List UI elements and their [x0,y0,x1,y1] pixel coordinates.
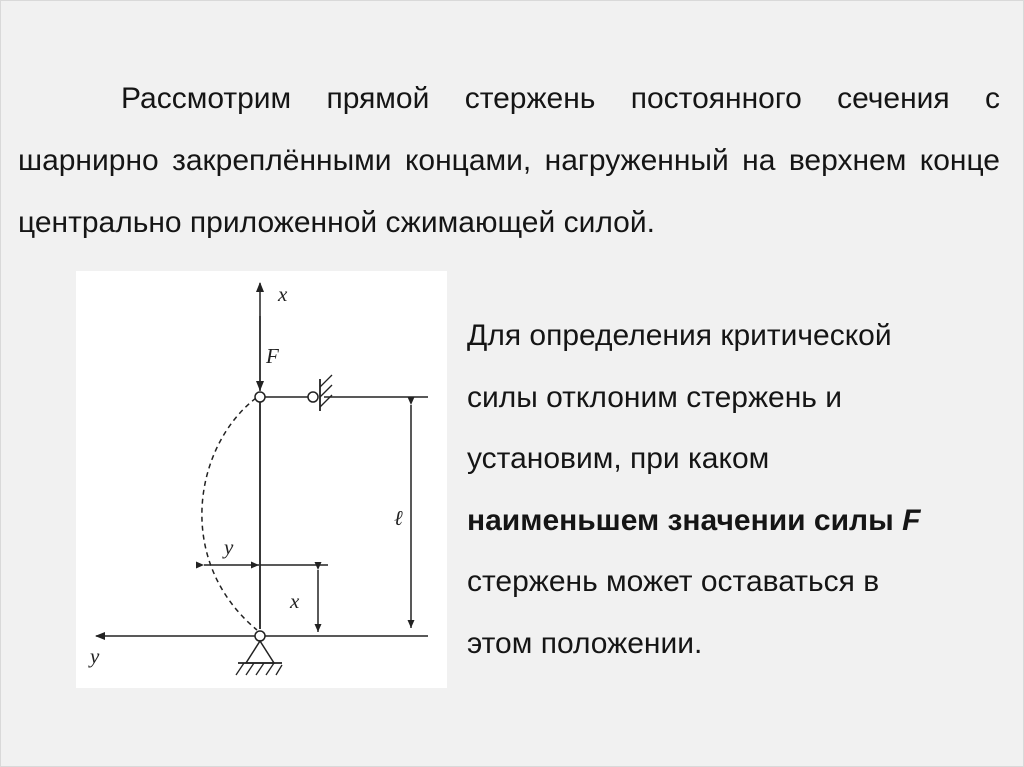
explanation-line-6: этом положении. [467,626,703,660]
deflection-label: y [224,535,234,559]
x-axis-label: x [278,282,288,306]
diagram-svg [76,271,447,688]
top-pin [255,392,265,402]
force-variable: F [902,503,921,537]
explanation-line-3: установим, при каком [467,442,770,475]
bottom-pin [255,631,265,641]
explanation-line-1: Для определения критической [467,319,892,352]
position-label: x [290,589,300,613]
roller-wall-hatch [320,375,332,407]
explanation-line-4 [467,490,987,552]
force-label: F [266,344,279,368]
bottom-support-hatch [236,663,282,675]
explanation-paragraph [467,305,987,674]
y-axis-label: y [90,644,100,668]
bottom-support-triangle [246,641,274,663]
deflected-shape [202,398,257,630]
explanation-line-5: стержень может оставаться в [467,565,880,598]
roller-support [308,392,318,402]
explanation-line-2: силы отклоним стержень и [467,380,843,414]
intro-paragraph: Рассмотрим прямой стержень постоянного сечения с шарнирно закреплёнными концами, нагруженный на верхнем конце центрально приложенной сжимающей силой. [18,82,1000,239]
bold-phrase: наименьшем значении силы [467,503,903,537]
column-buckling-diagram [76,271,447,688]
length-label: ℓ [394,506,403,530]
